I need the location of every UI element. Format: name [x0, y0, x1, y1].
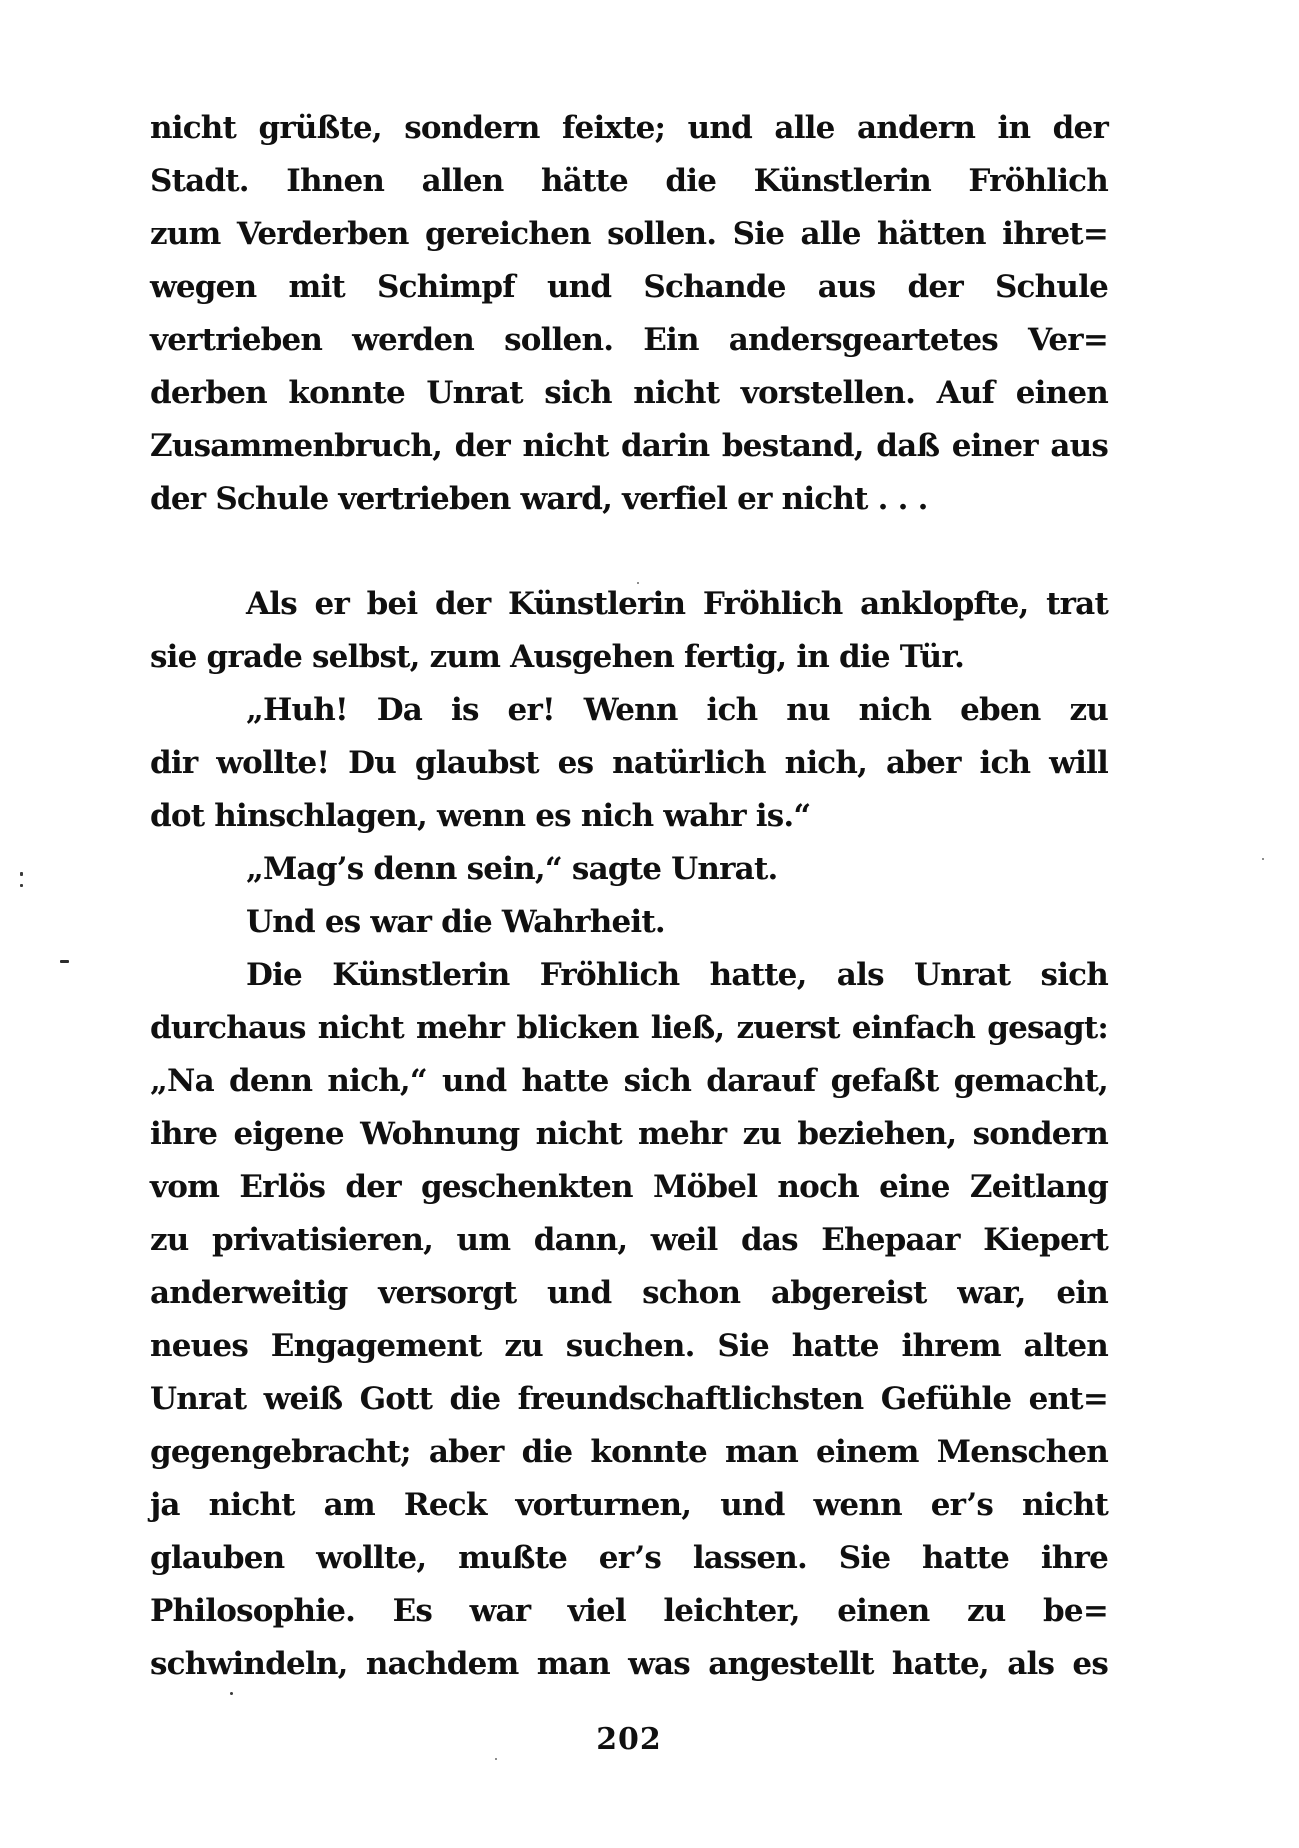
text-line: Philosophie. Es war viel leichter, einen zu be= [150, 1593, 1108, 1629]
text-line: Die Künstlerin Fröhlich hatte, als Unrat sich [246, 957, 1108, 993]
text-line: vertrieben werden sollen. Ein andersgeartetes Ver= [150, 322, 1108, 358]
text-line: wegen mit Schimpf und Schande aus der Schule [150, 269, 1108, 305]
text-line: „Na denn nich,“ und hatte sich darauf gefaßt gemacht, [150, 1063, 1108, 1099]
scan-speck [20, 872, 23, 876]
text-block [150, 102, 1108, 1691]
scan-speck [20, 884, 23, 887]
text-line: „Huh! Da is er! Wenn ich nu nich eben zu [246, 692, 1108, 728]
text-line: dot hinschlagen, wenn es nich wahr is.“ [150, 798, 811, 834]
text-line: derben konnte Unrat sich nicht vorstellen. Auf einen [150, 375, 1108, 411]
scan-speck [1262, 858, 1264, 860]
text-line: anderweitig versorgt und schon abgereist war, ein [150, 1275, 1108, 1311]
text-line: Zusammenbruch, der nicht darin bestand, daß einer aus [150, 428, 1108, 464]
scan-speck [60, 960, 69, 963]
text-line: Stadt. Ihnen allen hätte die Künstlerin Fröhlich [150, 163, 1108, 199]
text-line: schwindeln, nachdem man was angestellt hatte, als es [150, 1646, 1108, 1682]
text-line: glauben wollte, mußte er’s lassen. Sie hatte ihre [150, 1540, 1108, 1576]
text-line: vom Erlös der geschenkten Möbel noch eine Zeitlang [150, 1169, 1108, 1205]
text-line: gegengebracht; aber die konnte man einem Menschen [150, 1434, 1108, 1470]
text-line: ihre eigene Wohnung nicht mehr zu beziehen, sondern [150, 1116, 1108, 1152]
text-line: ja nicht am Reck vorturnen, und wenn er’s nicht [150, 1487, 1108, 1523]
text-line: durchaus nicht mehr blicken ließ, zuerst einfach gesagt: [150, 1010, 1108, 1046]
scan-speck [495, 1758, 497, 1760]
text-line: Als er bei der Künstlerin Fröhlich anklopfte, trat [246, 586, 1108, 622]
scan-speck [637, 582, 639, 584]
text-line: Und es war die Wahrheit. [246, 904, 665, 940]
text-line: Unrat weiß Gott die freundschaftlichsten Gefühle ent= [150, 1381, 1108, 1417]
page-number: 202 [596, 1722, 662, 1757]
text-line: nicht grüßte, sondern feixte; und alle andern in der [150, 110, 1108, 146]
scan-speck [230, 1692, 233, 1695]
text-line: neues Engagement zu suchen. Sie hatte ihrem alten [150, 1328, 1108, 1364]
text-line: dir wollte! Du glaubst es natürlich nich, aber ich will [150, 745, 1108, 781]
text-line: sie grade selbst, zum Ausgehen fertig, in die Tür. [150, 639, 965, 675]
text-line: „Mag’s denn sein,“ sagte Unrat. [246, 851, 778, 887]
text-line: zu privatisieren, um dann, weil das Ehepaar Kiepert [150, 1222, 1108, 1258]
text-line: zum Verderben gereichen sollen. Sie alle hätten ihret= [150, 216, 1108, 252]
text-line: der Schule vertrieben ward, verfiel er nicht . . . [150, 481, 928, 517]
